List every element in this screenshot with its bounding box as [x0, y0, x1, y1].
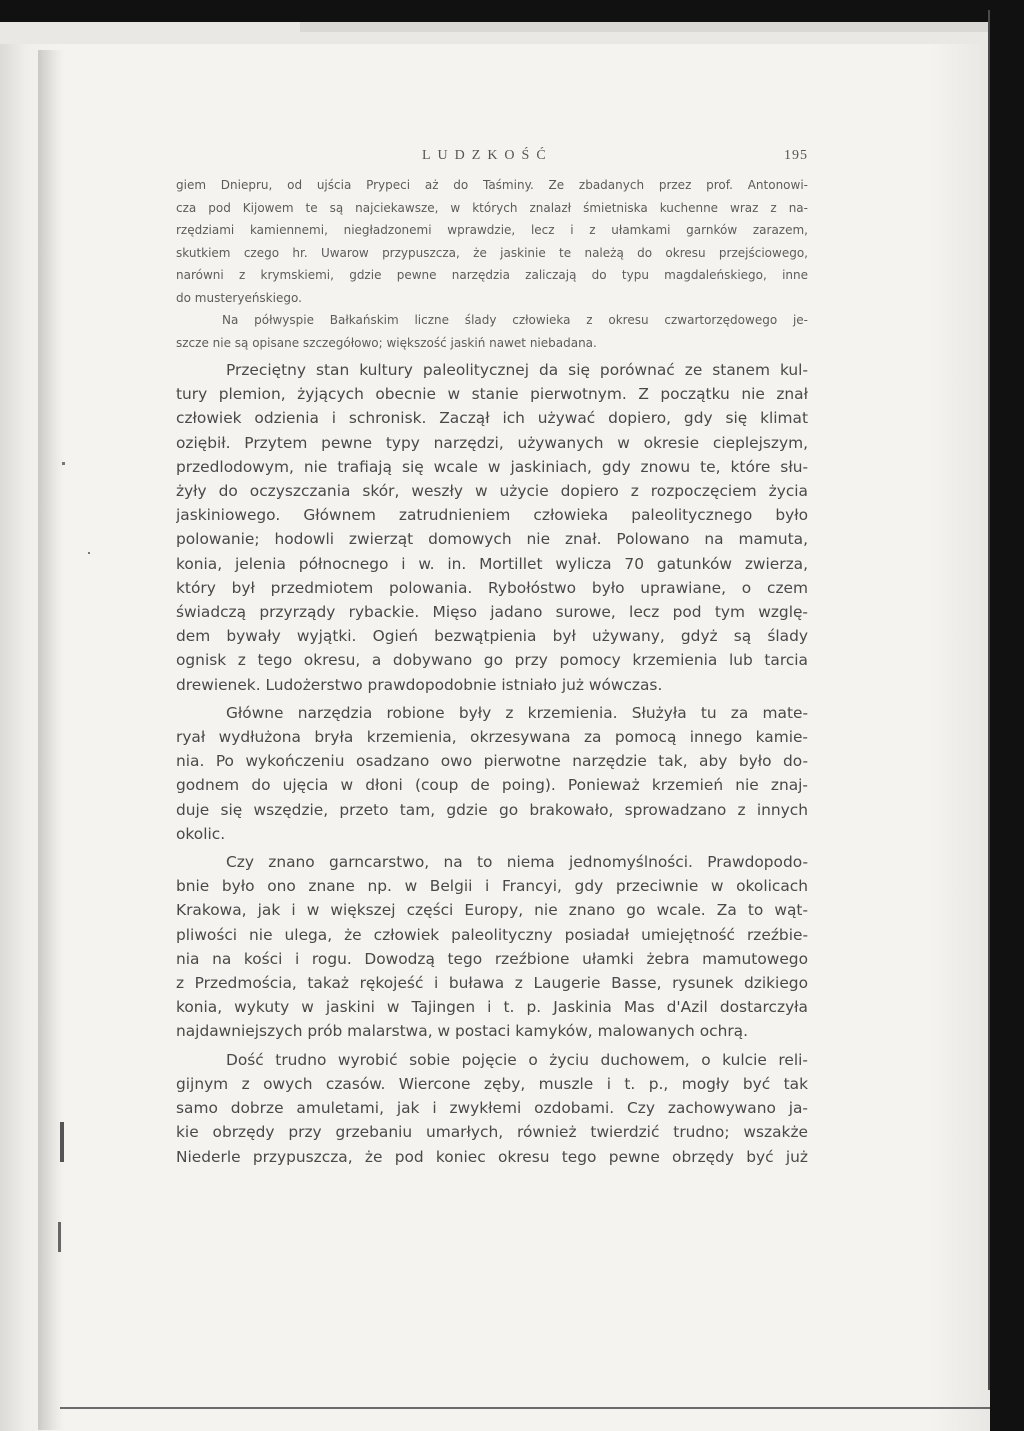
text-line: który był przedmiotem polowania. Rybołóstwo było uprawiane, o czem: [176, 578, 808, 597]
text-line: okolic.: [176, 824, 226, 843]
text-line: do musteryeńskiego.: [176, 290, 302, 305]
text-line: rzędziami kamiennemi, niegładzonemi wprawdzie, lecz i z ułamkami garnków zarazem,: [176, 223, 808, 237]
speck-mark: [88, 552, 90, 554]
text-line: cza pod Kijowem te są najciekawsze, w których znalazł śmietniska kuchenne wraz z na-: [176, 200, 808, 215]
text-line: ognisk z tego okresu, a dobywano go przy pomocy krzemienia lub tarcia: [176, 651, 808, 670]
running-head: LUDZKOŚĆ: [422, 148, 553, 163]
right-page-edge: [988, 10, 990, 1390]
paragraph: [176, 1048, 808, 1169]
text-line: giem Dniepru, od ujścia Prypeci aż do Taśminy. Ze zbadanych przez prof. Antonowi-: [176, 178, 808, 192]
text-line: godnem do ujęcia w dłoni (coup de poing). Ponieważ krzemień nie znaj-: [176, 776, 808, 795]
page-header: [176, 148, 808, 174]
text-line: oziębił. Przytem pewne typy narzędzi, używanych w okresie cieplejszym,: [176, 433, 808, 452]
body-text-section: [176, 358, 808, 1169]
text-line: drewienek. Ludożerstwo prawdopodobnie istniało już wówczas.: [176, 675, 663, 694]
text-line: samo dobrze amuletami, jak i zwykłemi ozdobami. Czy zachowywano ja-: [176, 1099, 808, 1118]
text-line: polowanie; hodowli zwierząt domowych nie znał. Polowano na mamuta,: [176, 530, 808, 549]
text-line: szcze nie są opisane szczegółowo; większość jaskiń nawet niebadana.: [176, 335, 597, 350]
paragraph: [176, 701, 808, 846]
text-line: narówni z krymskiemi, gdzie pewne narzędzia zaliczają do typu magdaleńskiego, inne: [176, 268, 808, 282]
text-line: dem bywały wyjątki. Ogień bezwątpienia był używany, gdyż są ślady: [176, 627, 808, 646]
paper-top-shadow: [300, 22, 990, 32]
text-line: Krakowa, jak i w większej części Europy, nie znano go wcale. Za to wąt-: [176, 901, 808, 920]
text-line: z Przedmościa, takaż rękojeść i buława z Laugerie Basse, rysunek dzikiego: [176, 974, 808, 993]
binding-mark: [60, 1122, 64, 1162]
small-print-section: [176, 174, 808, 354]
text-line: Czy znano garncarstwo, na to niema jednomyślności. Prawdopodo-: [226, 853, 808, 872]
text-line: jaskiniowego. Głównem zatrudnieniem człowieka paleolitycznego było: [176, 506, 808, 525]
text-line: kie obrzędy przy grzebaniu umarłych, również twierdzić trudno; wszakże: [176, 1123, 808, 1142]
paragraph: [176, 850, 808, 1044]
paragraph: [176, 358, 808, 697]
text-line: Dość trudno wyrobić sobie pojęcie o życiu duchowem, o kulcie reli-: [226, 1050, 808, 1069]
text-line: nia na kości i rogu. Dowodzą tego rzeźbione ułamki żebra mamutowego: [176, 949, 808, 968]
text-line: najdawniejszych prób malarstwa, w postaci kamyków, malowanych ochrą.: [176, 1022, 748, 1041]
text-line: gijnym z owych czasów. Wiercone zęby, muszle i t. p., mogły być tak: [176, 1074, 808, 1093]
text-line: konia, wykuty w jaskini w Tajingen i t. p. Jaskinia Mas d'Azil dostarczyła: [176, 998, 808, 1017]
text-line: Na półwyspie Bałkańskim liczne ślady człowieka z okresu czwartorzędowego je-: [222, 313, 808, 327]
text-line: żyły do oczyszczania skór, weszły w użycie dopiero z rozpoczęciem życia: [176, 482, 808, 501]
binding-mark: [58, 1222, 61, 1252]
text-line: nia. Po wykończeniu osadzano owo pierwotne narzędzie tak, aby było do-: [176, 752, 808, 771]
text-line: Przeciętny stan kultury paleolitycznej da się porównać ze stanem kul-: [226, 361, 808, 379]
text-line: pliwości nie ulega, że człowiek paleolityczny posiadał umiejętność rzeźbie-: [176, 925, 808, 944]
text-line: Niederle przypuszcza, że pod koniec okresu tego pewne obrzędy być już: [176, 1147, 808, 1166]
text-line: konia, jelenia północnego i w. in. Mortillet wylicza 70 gatunków zwierza,: [176, 554, 808, 573]
text-line: świadczą przyrządy rybackie. Mięso jadano surowe, lecz pod tym wzglę-: [176, 603, 808, 622]
text-line: człowiek odzienia i schronisk. Zaczął ich używać dopiero, gdy się klimat: [176, 409, 808, 428]
page-number: 195: [784, 148, 808, 163]
text-line: skutkiem czego hr. Uwarow przypuszcza, że jaskinie te należą do okresu przejściowego,: [176, 245, 808, 260]
text-line: bnie było ono znane np. w Belgii i Francyi, gdy przeciwnie w okolicach: [176, 877, 808, 896]
text-line: Główne narzędzia robione były z krzemienia. Służyła tu za mate-: [226, 703, 808, 722]
text-line: ryał wydłużona bryła krzemienia, okrzesywana za pomocą innego kamie-: [176, 728, 808, 747]
text-line: duje się wszędzie, przeto tam, gdzie go brakowało, sprowadzano z innych: [176, 800, 808, 819]
bottom-edge-line: [60, 1407, 990, 1409]
paragraph: [176, 309, 808, 354]
speck-mark: [62, 462, 65, 465]
text-line: przedlodowym, nie trafiają się wcale w jaskiniach, gdy znowu te, które słu-: [176, 457, 808, 476]
paragraph: [176, 174, 808, 309]
text-column: [176, 148, 808, 1169]
text-line: tury plemion, żyjących obecnie w stanie pierwotnym. Z początku nie znał: [176, 385, 808, 404]
